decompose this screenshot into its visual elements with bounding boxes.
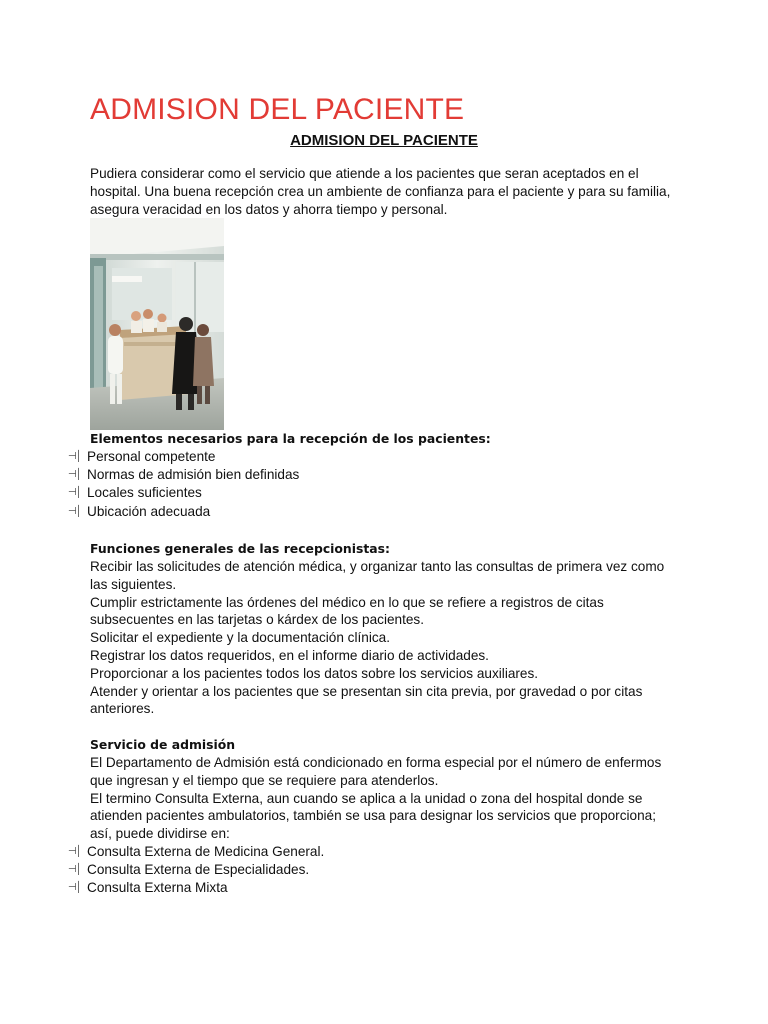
funciones-heading: Funciones generales de las recepcionistas: xyxy=(90,541,390,556)
bullet-arrow-icon: ⊣│ xyxy=(68,505,81,517)
list-item: ⊣│ Personal competente xyxy=(68,448,299,466)
funciones-body xyxy=(90,558,680,718)
list-item: ⊣│ Ubicación adecuada xyxy=(68,503,299,521)
funciones-paragraph: Solicitar el expediente y la documentación clínica. xyxy=(90,630,390,646)
funciones-paragraph: Proporcionar a los pacientes todos los datos sobre los servicios auxiliares. xyxy=(90,665,539,681)
elementos-list xyxy=(68,448,299,521)
reception-photo xyxy=(90,218,224,430)
bullet-arrow-icon: ⊣│ xyxy=(68,846,81,857)
servicio-list xyxy=(68,843,324,898)
list-item: ⊣│ Consulta Externa de Medicina General. xyxy=(68,843,324,861)
list-item: ⊣│ Consulta Externa Mixta xyxy=(68,879,324,897)
servicio-body xyxy=(90,754,680,843)
funciones-paragraph: Registrar los datos requeridos, en el informe diario de actividades. xyxy=(90,647,489,663)
servicio-paragraph: El Departamento de Admisión está condicionado en forma especial por el número de enfermos que ingresan y el tiempo que se requiere para atenderlos. xyxy=(90,755,662,788)
bullet-arrow-icon: ⊣│ xyxy=(68,487,81,499)
sub-title: ADMISION DEL PACIENTE xyxy=(290,132,478,149)
bullet-arrow-icon: ⊣│ xyxy=(68,451,81,462)
funciones-paragraph: Cumplir estrictamente las órdenes del médico en lo que se refiere a registros de citas subsecuentes en las tarjetas o kárdex de los pacientes. xyxy=(90,594,604,628)
list-item: ⊣│ Locales suficientes xyxy=(68,484,299,502)
bullet-arrow-icon: ⊣│ xyxy=(68,469,81,481)
bullet-arrow-icon: ⊣│ xyxy=(68,864,81,876)
list-item: ⊣│ Normas de admisión bien definidas xyxy=(68,466,299,484)
main-title: ADMISION DEL PACIENTE xyxy=(90,93,465,126)
elementos-heading: Elementos necesarios para la recepción de los pacientes: xyxy=(90,431,491,446)
bullet-arrow-icon: ⊣│ xyxy=(68,882,81,894)
servicio-heading: Servicio de admisión xyxy=(90,737,236,752)
funciones-paragraph: Atender y orientar a los pacientes que se presentan sin cita previa, por gravedad o por citas anteriores. xyxy=(90,683,643,717)
servicio-paragraph: El termino Consulta Externa, aun cuando se aplica a la unidad o zona del hospital donde se atienden pacientes ambulatorios, también se usa para designar los servicios que proporciona; así, puede dividirse en: xyxy=(90,790,656,842)
list-item: ⊣│ Consulta Externa de Especialidades. xyxy=(68,861,324,879)
intro-paragraph: Pudiera considerar como el servicio que atiende a los pacientes que seran aceptados en el hospital. Una buena recepción crea un ambiente de confianza para el paciente y para su familia, asegura veracidad en los datos y ahorra tiempo y personal. xyxy=(90,166,671,217)
funciones-paragraph: Recibir las solicitudes de atención médica, y organizar tanto las consultas de primera vez como las siguientes. xyxy=(90,559,665,592)
